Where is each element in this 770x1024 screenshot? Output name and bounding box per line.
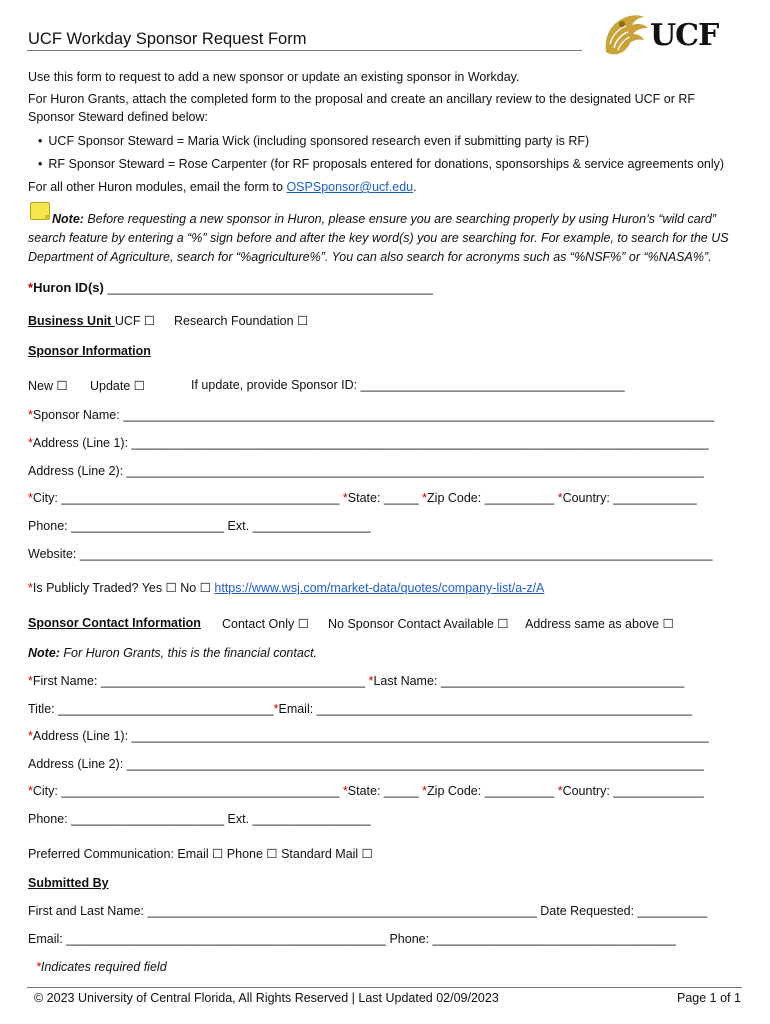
required-note-text: Indicates required field — [40, 960, 167, 974]
sponsor-name-text: Sponsor Name: _____________________________________________________________________________________ — [32, 408, 715, 422]
sponsor-name-field[interactable] — [28, 408, 714, 422]
contact-title-email-row[interactable] — [28, 702, 692, 716]
sponsor-info-heading: Sponsor Information — [28, 344, 151, 358]
last-name-text: Last Name: ___________________________________ — [373, 674, 685, 688]
required-asterisk: * — [36, 960, 41, 974]
required-asterisk: * — [368, 674, 374, 688]
required-asterisk: * — [28, 491, 33, 505]
logo-wordmark: UCF — [650, 18, 719, 53]
sponsor-zip-text: Zip Code: __________ — [427, 491, 558, 505]
huron-id-label: Huron ID(s) — [33, 280, 108, 295]
required-asterisk: * — [422, 491, 428, 505]
contact-address2-field[interactable]: Address (Line 2): ___________________________________________________________________________________ — [28, 757, 704, 771]
required-asterisk: * — [28, 581, 33, 595]
note-label: Note: — [52, 212, 84, 226]
intro-line-2: For Huron Grants, attach the completed form to the proposal and create an ancillary review to the designated UCF or RF — [28, 92, 695, 106]
update-checkbox[interactable]: Update ☐ — [90, 379, 145, 393]
no-contact-checkbox[interactable]: No Sponsor Contact Available ☐ — [328, 617, 509, 631]
footer-divider — [27, 987, 742, 988]
sponsor-address1-text: Address (Line 1): ___________________________________________________________________________________ — [32, 436, 709, 450]
contact-title-text: Title: _______________________________ — [28, 702, 274, 716]
business-unit-row — [28, 313, 155, 328]
contact-location-row[interactable] — [28, 784, 704, 798]
ospsponsor-email-link[interactable]: OSPSponsor@ucf.edu — [286, 180, 414, 194]
contact-name-row[interactable] — [28, 674, 684, 688]
required-asterisk: * — [28, 784, 33, 798]
contact-note-label: Note: — [28, 646, 60, 660]
required-asterisk: * — [342, 784, 348, 798]
publicly-traded-row[interactable] — [28, 580, 544, 595]
contact-state-text: State: _____ — [347, 784, 423, 798]
required-asterisk: * — [28, 436, 33, 450]
sponsor-country-text: Country: ____________ — [562, 491, 697, 505]
business-unit-ucf-checkbox[interactable]: UCF ☐ — [114, 314, 156, 328]
sponsor-city-text: City: ________________________________________ — [32, 491, 343, 505]
email-prefix: For all other Huron modules, email the form to — [28, 180, 287, 194]
contact-city-text: City: ________________________________________ — [32, 784, 343, 798]
required-asterisk: * — [557, 491, 563, 505]
business-unit-rf-checkbox[interactable]: Research Foundation ☐ — [174, 314, 309, 328]
required-asterisk: * — [28, 280, 34, 295]
sponsor-id-field[interactable]: If update, provide Sponsor ID: ______________________________________ — [191, 378, 625, 392]
preferred-communication-row[interactable]: Preferred Communication: Email ☐ Phone ☐ Standard Mail ☐ — [28, 847, 373, 861]
footer-copyright: © 2023 University of Central Florida, All Rights Reserved | Last Updated 02/09/2023 — [34, 991, 499, 1005]
required-asterisk: * — [273, 702, 279, 716]
contact-email-text: Email: ______________________________________________________ — [278, 702, 693, 716]
note-text-1: Before requesting a new sponsor in Huron, please ensure you are searching properly by using Huron’s “wild card” — [83, 212, 717, 226]
sponsor-location-row[interactable] — [28, 491, 697, 505]
footer-page-number: Page 1 of 1 — [677, 991, 741, 1005]
same-address-checkbox[interactable]: Address same as above ☐ — [525, 617, 674, 631]
sticky-note-icon[interactable] — [30, 202, 50, 220]
bullet-rf-steward: • RF Sponsor Steward = Rose Carpenter (for RF proposals entered for donations, sponsorships & service agreements only) — [38, 157, 724, 171]
contact-country-text: Country: _____________ — [562, 784, 704, 798]
required-asterisk: * — [28, 408, 33, 422]
required-asterisk: * — [422, 784, 428, 798]
ucf-logo — [600, 8, 740, 60]
contact-phone-field[interactable]: Phone: ______________________ Ext. _________________ — [28, 812, 371, 826]
intro-line-3: Sponsor Steward defined below: — [28, 110, 208, 124]
sponsor-address2-field[interactable]: Address (Line 2): ___________________________________________________________________________________ — [28, 464, 704, 478]
new-checkbox[interactable]: New ☐ — [28, 379, 68, 393]
email-suffix: . — [413, 180, 417, 194]
huron-id-blank: _____________________________________________ — [107, 280, 433, 295]
first-name-text: First Name: ______________________________________ — [32, 674, 369, 688]
sponsor-address1-field[interactable] — [28, 436, 709, 450]
title-underline — [27, 50, 582, 51]
submitter-name-date-row[interactable]: First and Last Name: ________________________________________________________ Date Requested: __________ — [28, 904, 708, 918]
bullet-ucf-steward: • UCF Sponsor Steward = Maria Wick (including sponsored research even if submitting party is RF) — [38, 134, 589, 148]
contact-address1-text: Address (Line 1): ___________________________________________________________________________________ — [32, 729, 709, 743]
contact-address1-field[interactable] — [28, 729, 709, 743]
intro-line-1: Use this form to request to add a new sponsor or update an existing sponsor in Workday. — [28, 70, 520, 84]
contact-note-text: For Huron Grants, this is the financial contact. — [59, 646, 318, 660]
page-title: UCF Workday Sponsor Request Form — [28, 30, 307, 48]
contact-only-checkbox[interactable]: Contact Only ☐ — [222, 617, 309, 631]
sponsor-state-text: State: _____ — [347, 491, 423, 505]
note-line-2: search feature by entering a “%” sign before and after the key word(s) you are searching for. For example, to search for the US — [28, 231, 729, 245]
required-asterisk: * — [28, 674, 33, 688]
required-field-note — [36, 960, 167, 974]
required-asterisk: * — [342, 491, 348, 505]
huron-id-field[interactable] — [28, 280, 433, 295]
publicly-traded-text: Is Publicly Traded? Yes ☐ No ☐ — [32, 581, 215, 595]
email-instruction — [28, 180, 417, 194]
sponsor-phone-field[interactable]: Phone: ______________________ Ext. _________________ — [28, 519, 371, 533]
sponsor-website-field[interactable]: Website: ___________________________________________________________________________________________ — [28, 547, 713, 561]
note-line-3: Department of Agriculture, search for “%agriculture%”. You can also search for acronyms such as “%NSF%” or “%NASA%”. — [28, 250, 712, 264]
submitted-by-heading: Submitted By — [28, 876, 109, 890]
contact-zip-text: Zip Code: __________ — [427, 784, 558, 798]
note-line-1 — [52, 212, 716, 226]
pegasus-icon — [600, 8, 652, 60]
wsj-company-list-link[interactable]: https://www.wsj.com/market-data/quotes/company-list/a-z/A — [214, 581, 545, 595]
contact-info-heading: Sponsor Contact Information — [28, 616, 201, 630]
required-asterisk: * — [28, 729, 33, 743]
required-asterisk: * — [557, 784, 563, 798]
submitter-email-phone-row[interactable]: Email: ______________________________________________ Phone: ___________________________________ — [28, 932, 676, 946]
contact-note — [28, 646, 317, 660]
business-unit-label: Business Unit — [28, 314, 115, 328]
